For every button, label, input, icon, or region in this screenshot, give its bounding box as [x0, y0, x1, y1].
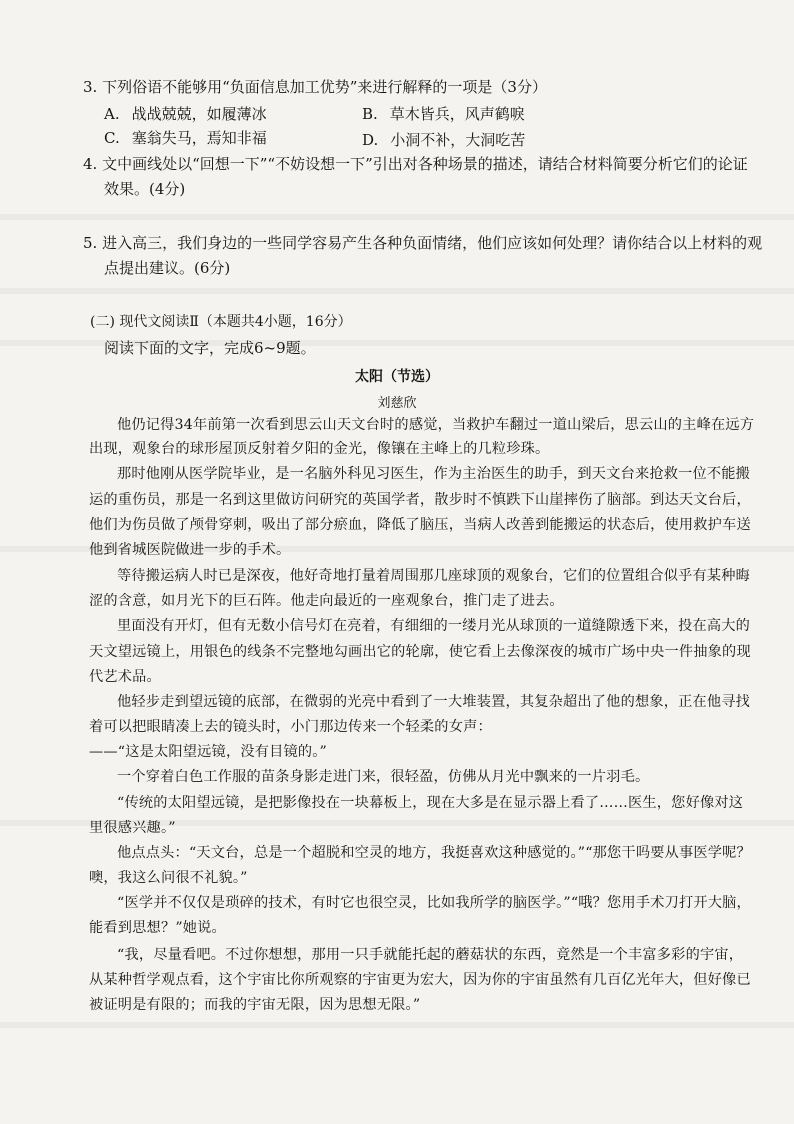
- question-3-option-a: A. 战战兢兢，如履薄冰: [104, 105, 267, 123]
- show-through-shadow: [0, 1022, 794, 1028]
- question-4-line-2: 效果。(4分): [104, 180, 186, 198]
- section-heading: (二) 现代文阅读Ⅱ（本题共4小题，16分）: [90, 314, 352, 330]
- passage-line: 出现，观象台的球形屋顶反射着夕阳的金光，像镶在主峰上的几粒珍珠。: [89, 441, 550, 457]
- passage-line: 从某种哲学观点看，这个宇宙比你所观察的宇宙更为宏大，因为你的宇宙虽然有几百亿光年大，但好像已: [89, 972, 751, 988]
- passage-line: “医学并不仅仅是琐碎的技术，有时它也很空灵，比如我所学的脑医学。”“哦？您用手术刀打开大脑，: [117, 895, 751, 911]
- passage-line: 他们为伤员做了颅骨穿刺，吸出了部分瘀血，降低了脑压，当病人改善到能搬运的状态后，使用救护车送: [89, 517, 751, 533]
- question-4-line-1: 4. 文中画线处以“回想一下”“不妨设想一下”引出对各种场景的描述，请结合材料简要分析它们的论证: [83, 155, 748, 173]
- section-instruction: 阅读下面的文字，完成6~9题。: [104, 339, 316, 357]
- show-through-shadow: [0, 214, 794, 220]
- passage-line: 天文望远镜上，用银色的线条不完整地勾画出它的轮廓，使它看上去像深夜的城市广场中央一件抽象的现: [89, 644, 751, 660]
- passage-line: 他轻步走到望远镜的底部，在微弱的光亮中看到了一大堆装置，其复杂超出了他的想象，正在他寻找: [117, 694, 751, 710]
- question-3-stem: 3. 下列俗语不能够用“负面信息加工优势”来进行解释的一项是（3分）: [83, 78, 547, 96]
- passage-line: “传统的太阳望远镜，是把影像投在一块幕板上，现在大多是在显示器上看了……医生，您好像对这: [117, 795, 744, 811]
- passage-author: 刘慈欣: [377, 396, 417, 411]
- passage-line: 一个穿着白色工作服的苗条身影走进门来，很轻盈，仿佛从月光中飘来的一片羽毛。: [117, 769, 650, 785]
- question-3-option-c: C. 塞翁失马，焉知非福: [104, 129, 267, 147]
- passage-line: 他点点头：“天文台，总是一个超脱和空灵的地方，我挺喜欢这种感觉的。”“那您干吗要从事医学呢？: [117, 845, 751, 861]
- passage-line: 他到省城医院做进一步的手术。: [89, 542, 291, 558]
- passage-line: 里很感兴趣。”: [89, 820, 176, 836]
- passage-line: 他仍记得34年前第一次看到思云山天文台时的感觉，当救护车翻过一道山梁后，思云山的主峰在远方: [117, 417, 755, 433]
- passage-line: 着可以把眼睛凑上去的镜头时，小门那边传来一个轻柔的女声：: [89, 719, 492, 735]
- passage-line: “我，尽量看吧。不过你想想，那用一只手就能托起的蘑菇状的东西，竟然是一个丰富多彩的宇宙，: [117, 947, 744, 963]
- passage-title: 太阳（节选）: [355, 369, 439, 385]
- passage-line: 代艺术品。: [89, 669, 161, 685]
- question-3-option-d: D. 小洞不补，大洞吃苦: [362, 131, 526, 149]
- passage-line: 噢，我这么问很不礼貌。”: [89, 870, 248, 886]
- question-5-line-1: 5. 进入高三，我们身边的一些同学容易产生各种负面情绪，他们应该如何处理？请你结合以上材料的观: [83, 234, 763, 252]
- question-5-line-2: 点提出建议。(6分): [104, 259, 231, 277]
- passage-line: 里面没有开灯，但有无数小信号灯在亮着，有细细的一缕月光从球顶的一道缝隙透下来，投在高大的: [117, 618, 751, 634]
- passage-line: 等待搬运病人时已是深夜，他好奇地打量着周围那几座球顶的观象台，它们的位置组合似乎有某种晦: [117, 568, 751, 584]
- question-3-option-b: B. 草木皆兵，风声鹤唳: [362, 105, 525, 123]
- passage-line: 涩的含意，如月光下的巨石阵。他走向最近的一座观象台，推门走了进去。: [89, 593, 564, 609]
- show-through-shadow: [0, 288, 794, 294]
- passage-line: 运的重伤员，那是一名到这里做访问研究的英国学者，散步时不慎跌下山崖摔伤了脑部。到达天文台后，: [89, 492, 751, 508]
- passage-line: 能看到思想？”她说。: [89, 920, 226, 936]
- passage-line: ——“这是太阳望远镜，没有目镜的。”: [89, 744, 328, 760]
- passage-line: 那时他刚从医学院毕业，是一名脑外科见习医生，作为主治医生的助手，到天文台来抢救一位不能搬: [117, 466, 751, 482]
- passage-line: 被证明是有限的；而我的宇宙无限，因为思想无限。”: [89, 997, 421, 1013]
